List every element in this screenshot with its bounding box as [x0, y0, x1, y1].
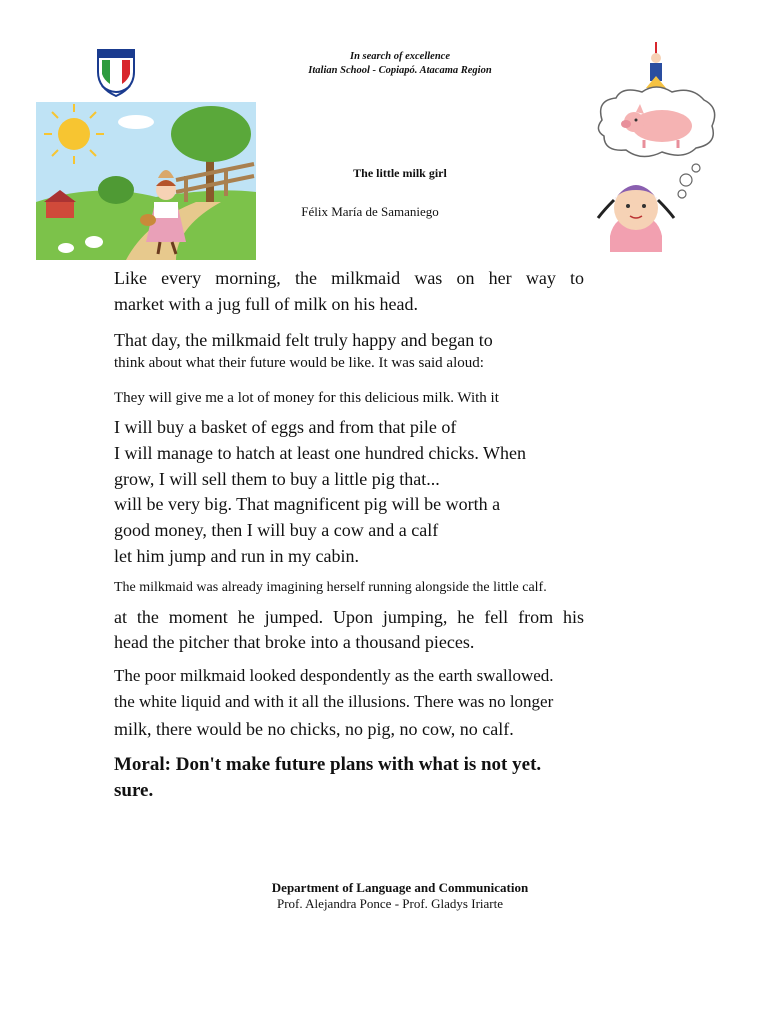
story-line-15: The poor milkmaid looked despondently as the earth swallowed. — [114, 666, 554, 685]
story-line-16: the white liquid and with it all the illusions. There was no longer — [114, 692, 554, 711]
story-line-8: grow, I will sell them to buy a little pig that... — [114, 469, 440, 489]
milkmaid-dreaming-illustration — [592, 40, 722, 252]
milkmaid-walking-illustration — [36, 102, 256, 260]
footer-department: Department of Language and Communication — [271, 880, 529, 895]
moral-line-1: Moral: Don't make future plans with what is not yet. — [114, 754, 542, 775]
story-line-12: The milkmaid was already imagining herself running alongside the little calf. — [114, 580, 547, 595]
story-line-14: head the pitcher that broke into a thousand pieces. — [114, 632, 475, 652]
story-line-11: let him jump and run in my cabin. — [114, 546, 359, 566]
moral-line-2: sure. — [114, 780, 154, 801]
footer-teachers: Prof. Alejandra Ponce - Prof. Gladys Iriarte — [277, 896, 503, 911]
story-title: The little milk girl — [353, 166, 447, 180]
story-line-6: I will buy a basket of eggs and from that pile of — [114, 417, 457, 437]
story-line-4: think about what their future would be like. It was said aloud: — [114, 355, 484, 371]
story-line-2: market with a jug full of milk on his head. — [114, 294, 418, 314]
story-line-13: at the moment he jumped. Upon jumping, he fell from his — [114, 607, 584, 627]
story-line-1: Like every morning, the milkmaid was on her way to — [114, 268, 584, 288]
story-line-3: That day, the milkmaid felt truly happy and began to — [114, 330, 493, 350]
story-author: Félix María de Samaniego — [301, 204, 439, 219]
story-line-9: will be very big. That magnificent pig will be worth a — [114, 494, 501, 514]
story-line-7: I will manage to hatch at least one hundred chicks. When — [114, 443, 527, 463]
school-name: Italian School - Copiapó. Atacama Region — [308, 65, 492, 76]
story-line-17: milk, there would be no chicks, no pig, no cow, no calf. — [114, 719, 514, 739]
school-crest-logo — [92, 44, 140, 98]
story-line-10: good money, then I will buy a cow and a calf — [114, 520, 439, 540]
school-motto: In search of excellence — [349, 51, 451, 62]
story-line-5: They will give me a lot of money for this delicious milk. With it — [114, 390, 499, 406]
